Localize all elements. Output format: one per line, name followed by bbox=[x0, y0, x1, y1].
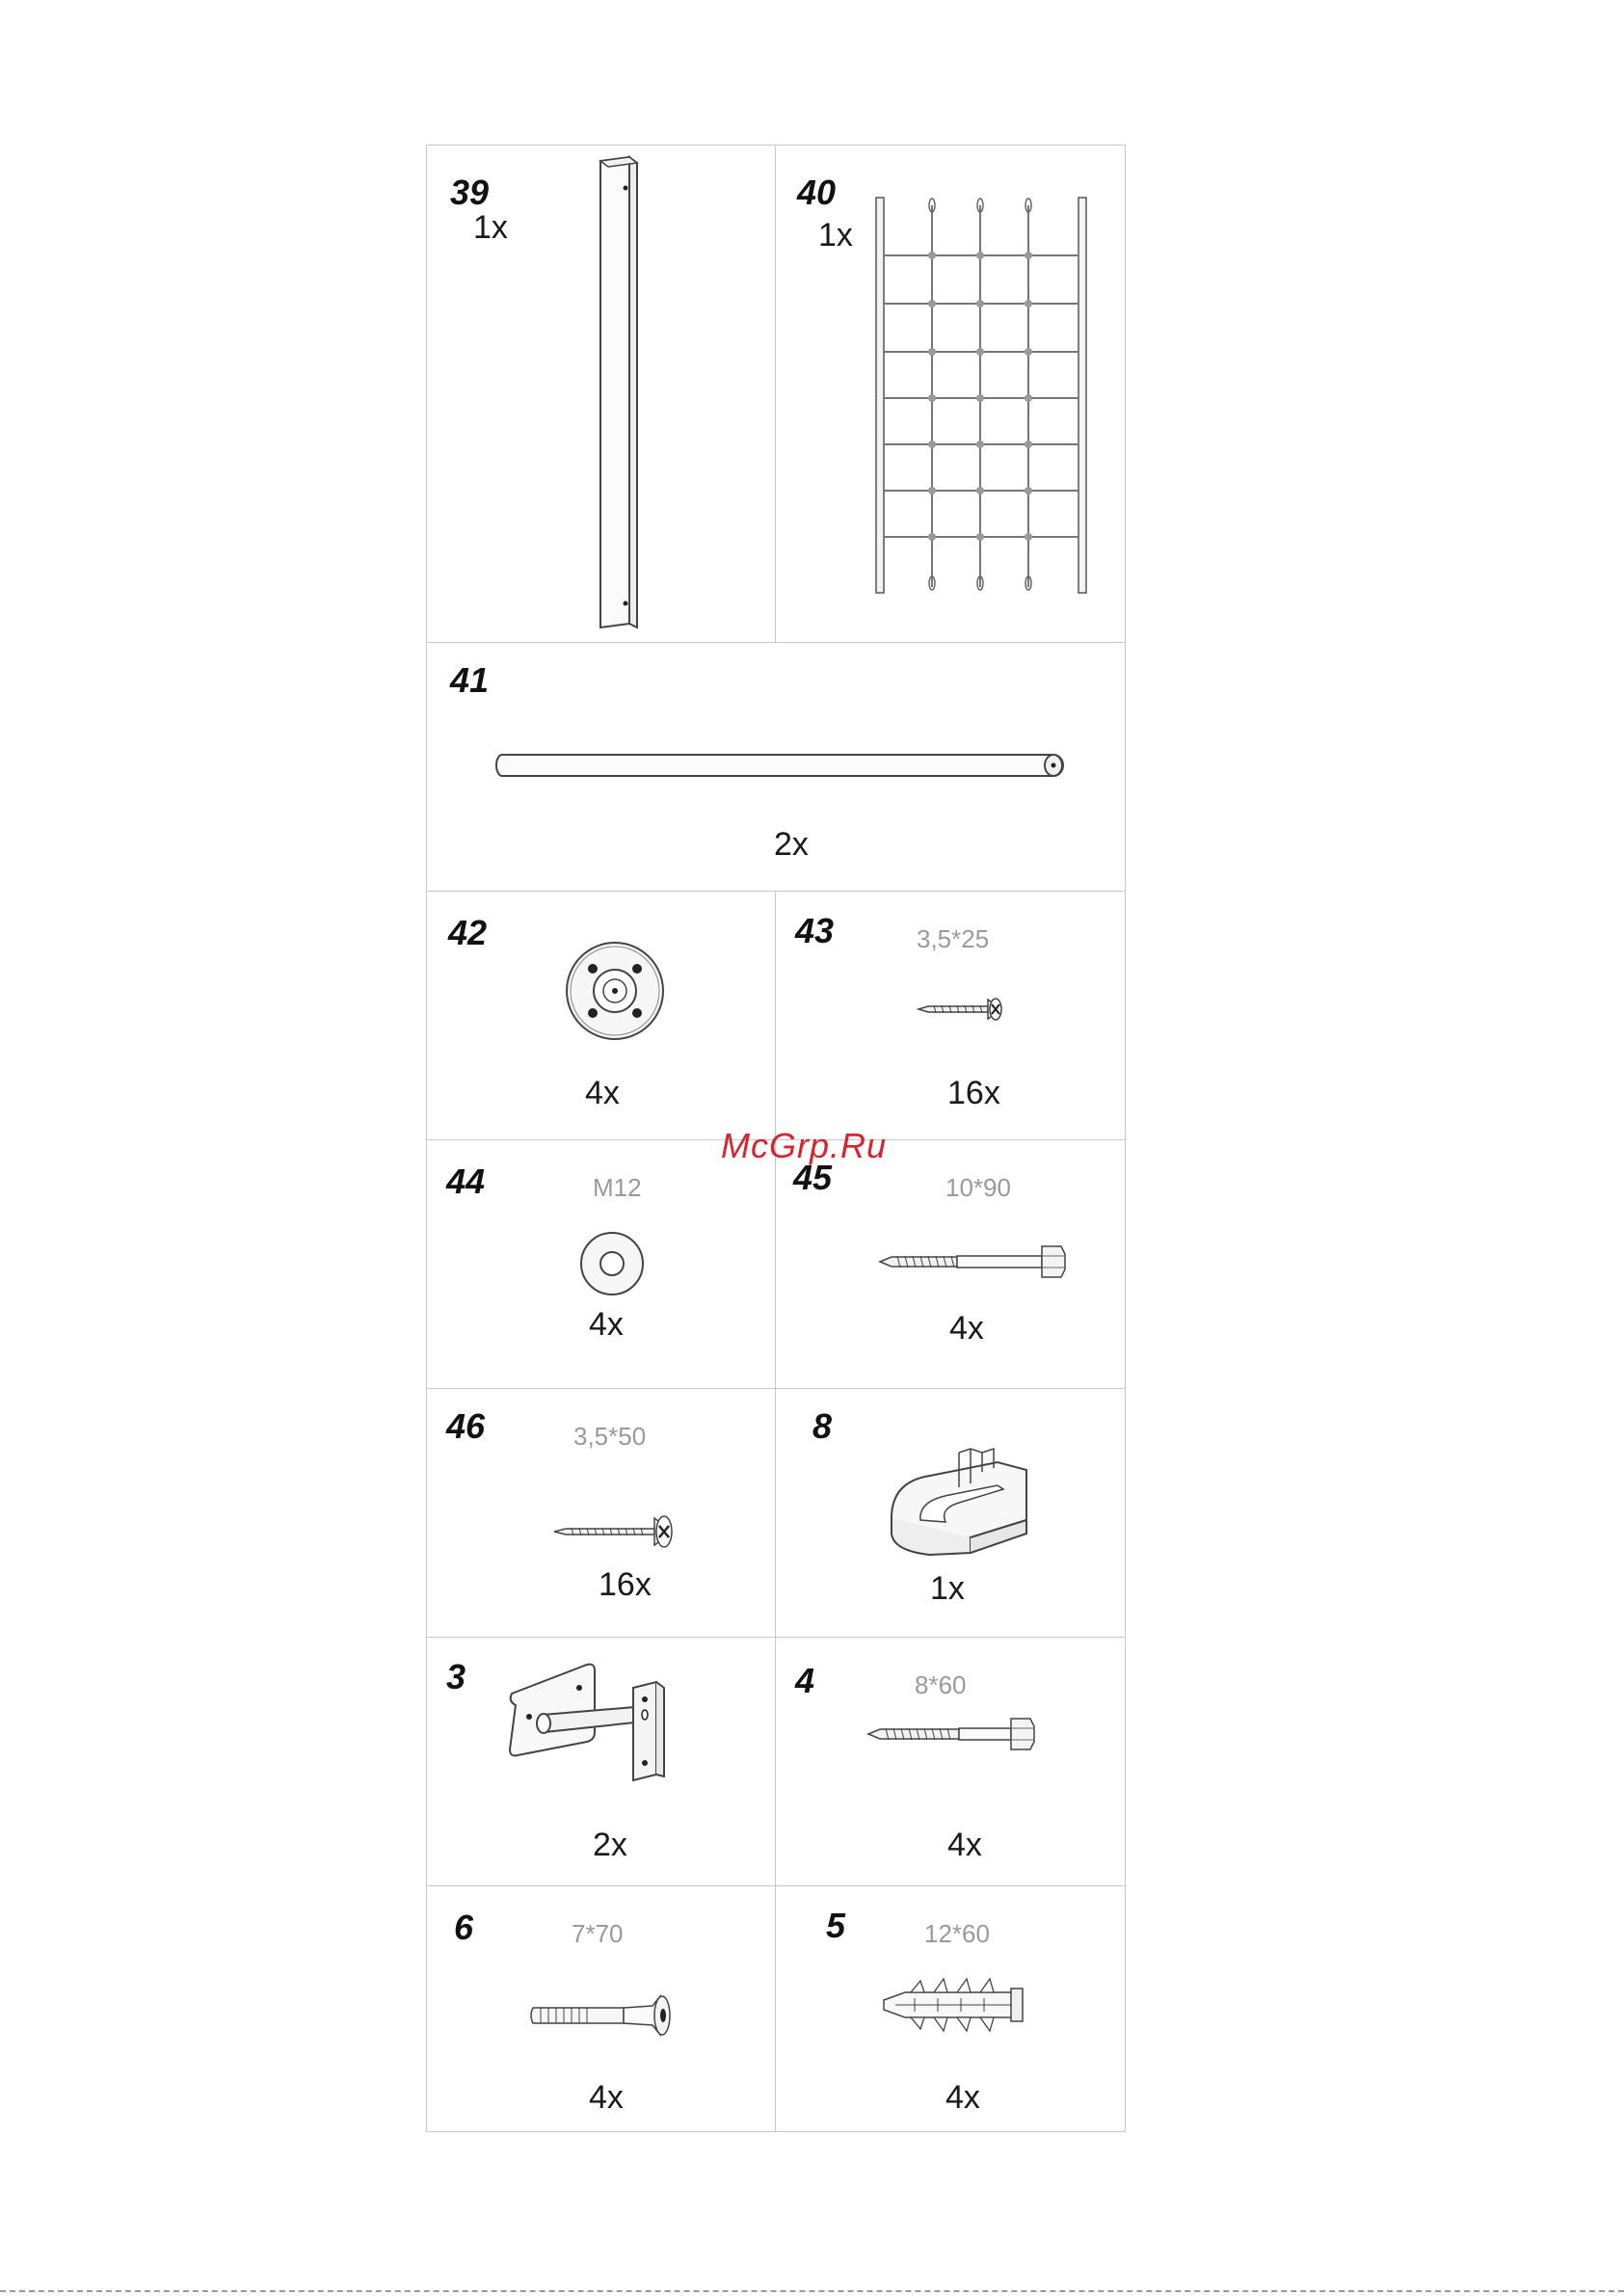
wall-mount-bracket-icon bbox=[502, 1659, 695, 1803]
part-number: 3 bbox=[446, 1657, 466, 1696]
part-number: 45 bbox=[793, 1158, 833, 1197]
part-cell-40 bbox=[776, 146, 1125, 643]
part-size: 3,5*50 bbox=[573, 1422, 647, 1451]
part-cell-3 bbox=[427, 1638, 776, 1886]
page-edge-divider bbox=[0, 2290, 1624, 2292]
part-cell-8 bbox=[776, 1389, 1125, 1638]
climbing-net-icon bbox=[872, 192, 1104, 606]
part-number: 41 bbox=[450, 660, 490, 700]
part-quantity: 4x bbox=[585, 1075, 620, 1111]
part-size: 7*70 bbox=[572, 1919, 624, 1948]
long-wood-screw-icon bbox=[550, 1503, 685, 1561]
part-quantity: 1x bbox=[818, 217, 853, 254]
part-number: 8 bbox=[812, 1406, 833, 1446]
part-size: M12 bbox=[593, 1173, 642, 1202]
part-cell-6 bbox=[427, 1886, 776, 2131]
part-quantity: 16x bbox=[599, 1566, 652, 1603]
part-cell-4 bbox=[776, 1638, 1125, 1886]
part-number: 4 bbox=[795, 1661, 815, 1700]
part-cell-42 bbox=[427, 892, 776, 1140]
part-size: 8*60 bbox=[915, 1670, 967, 1699]
round-base-plate-icon bbox=[562, 938, 668, 1044]
part-number: 5 bbox=[826, 1906, 846, 1945]
wooden-post-icon bbox=[591, 155, 649, 637]
part-number: 42 bbox=[448, 913, 488, 952]
washer-icon bbox=[573, 1225, 651, 1302]
part-size: 3,5*25 bbox=[917, 924, 990, 953]
round-bar-icon bbox=[491, 749, 1069, 788]
part-cell-44 bbox=[427, 1140, 776, 1389]
part-cell-43 bbox=[776, 892, 1125, 1140]
part-cell-46 bbox=[427, 1389, 776, 1638]
part-quantity: 4x bbox=[947, 1827, 982, 1863]
part-cell-39 bbox=[427, 146, 776, 643]
part-size: 12*60 bbox=[924, 1919, 990, 1948]
part-number: 6 bbox=[454, 1908, 474, 1947]
part-cell-45 bbox=[776, 1140, 1125, 1389]
part-size: 10*90 bbox=[945, 1173, 1011, 1202]
part-cell-5 bbox=[776, 1886, 1125, 2131]
part-quantity: 2x bbox=[593, 1827, 627, 1863]
anchor-screw-icon bbox=[527, 1987, 691, 2044]
u-bracket-block-icon bbox=[882, 1433, 1055, 1568]
wall-plug-icon bbox=[876, 1971, 1040, 2039]
part-quantity: 1x bbox=[473, 209, 508, 246]
part-quantity: 2x bbox=[774, 826, 809, 863]
hex-lag-bolt-icon bbox=[876, 1233, 1069, 1291]
hex-bolt-icon bbox=[865, 1705, 1057, 1763]
part-number: 46 bbox=[446, 1406, 486, 1446]
part-quantity: 4x bbox=[945, 2079, 980, 2116]
part-cell-41 bbox=[427, 643, 1125, 892]
part-quantity: 4x bbox=[589, 2079, 624, 2116]
part-quantity: 16x bbox=[947, 1075, 1000, 1111]
part-number: 43 bbox=[795, 911, 835, 950]
part-quantity: 4x bbox=[949, 1310, 984, 1347]
part-quantity: 1x bbox=[930, 1570, 965, 1607]
part-number: 44 bbox=[446, 1161, 486, 1201]
small-wood-screw-icon bbox=[915, 990, 1011, 1028]
part-number: 40 bbox=[797, 173, 837, 212]
watermark: McGrp.Ru bbox=[721, 1126, 888, 1165]
part-number: 39 bbox=[450, 173, 490, 212]
part-quantity: 4x bbox=[589, 1306, 624, 1343]
